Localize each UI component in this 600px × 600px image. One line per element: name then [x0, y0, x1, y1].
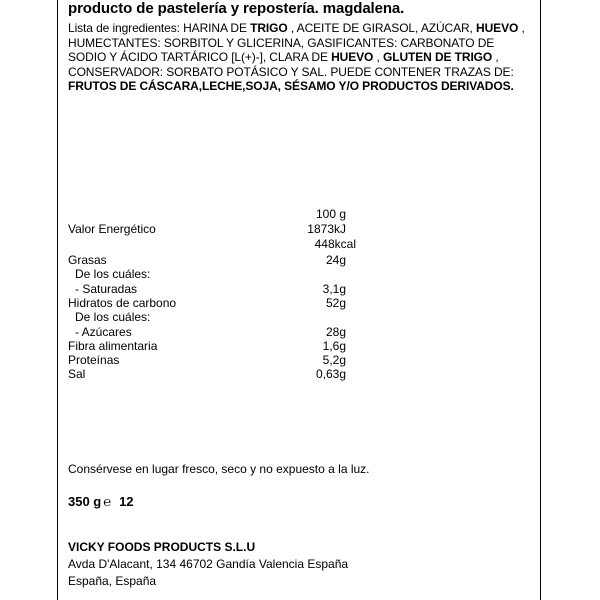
of-which-fat: De los cuáles:: [75, 267, 151, 281]
company-address: Avda D'Alacant, 134 46702 Gandía Valencia España: [68, 557, 349, 571]
net-weight: 350 g: [68, 494, 102, 509]
ingredients-list: [68, 21, 530, 94]
nutrition-header-row: [68, 207, 346, 222]
sugars-label: - Azúcares: [75, 325, 132, 339]
ingredient-text: ,: [373, 50, 383, 65]
fibre-value: 1,6g: [322, 339, 346, 353]
ingredient-text: Lista de ingredientes: HARINA DE: [68, 21, 251, 35]
fat-row: [68, 253, 346, 268]
fat-value: 24g: [325, 253, 346, 267]
energy-kcal: 448kcal: [314, 237, 356, 251]
salt-label: Sal: [68, 367, 86, 381]
energy-row: [68, 222, 346, 237]
saturates-row: [68, 282, 346, 297]
allergen-text: GLUTEN DE TRIGO: [382, 50, 493, 65]
energy-label: Valor Energético: [68, 222, 156, 236]
fibre-row: [68, 339, 346, 354]
protein-row: [68, 353, 346, 368]
storage-instructions: Consérvese en lugar fresco, seco y no expuesto a la luz.: [68, 462, 370, 476]
sugars-row: [68, 325, 346, 340]
per-100g-header: 100 g: [315, 207, 346, 221]
energy-kcal-row: [68, 237, 356, 252]
energy-kj: 1873kJ: [307, 222, 346, 236]
carbs-value: 52g: [325, 296, 346, 310]
allergen-text: FRUTOS DE CÁSCARA,LECHE,SOJA, SÉSAMO Y/O PRODUCTOS DERIVADOS.: [68, 79, 514, 94]
fibre-label: Fibra alimentaria: [68, 339, 158, 353]
carbs-row: [68, 296, 346, 311]
allergen-text: HUEVO: [331, 50, 374, 65]
product-title: producto de pastelería y repostería. magdalena.: [68, 0, 405, 17]
allergen-text: HUEVO: [476, 21, 519, 35]
salt-value: 0,63g: [315, 367, 346, 381]
ingredient-text: , CONSERVADOR: SORBATO POTÁSICO Y SAL. PUEDE CONTENER TRAZAS DE:: [68, 50, 514, 79]
net-weight-line: [68, 494, 134, 509]
company-name: VICKY FOODS PRODUCTS S.L.U: [68, 540, 256, 554]
sugars-value: 28g: [325, 325, 346, 339]
allergen-text: TRIGO: [250, 21, 288, 35]
saturates-value: 3,1g: [322, 282, 346, 296]
protein-label: Proteínas: [68, 353, 120, 367]
of-which-carbs: De los cuáles:: [75, 310, 151, 324]
carbs-label: Hidratos de carbono: [68, 296, 177, 310]
ingredient-text: , HUMECTANTES: SORBITOL Y GLICERINA, GASIFICANTES: CARBONATO DE SODIO Y ÁCIDO TARTÁRICO [L(+)-], CLARA DE: [68, 21, 525, 65]
estimated-sign-icon: ℮: [103, 494, 112, 509]
unit-count: 12: [119, 494, 134, 509]
protein-value: 5,2g: [322, 353, 346, 367]
ingredient-text: , ACEITE DE GIRASOL, AZÚCAR,: [287, 21, 477, 35]
fat-label: Grasas: [68, 253, 107, 267]
country-of-origin: España, España: [68, 574, 157, 588]
salt-row: [68, 367, 346, 382]
saturates-label: - Saturadas: [75, 282, 138, 296]
